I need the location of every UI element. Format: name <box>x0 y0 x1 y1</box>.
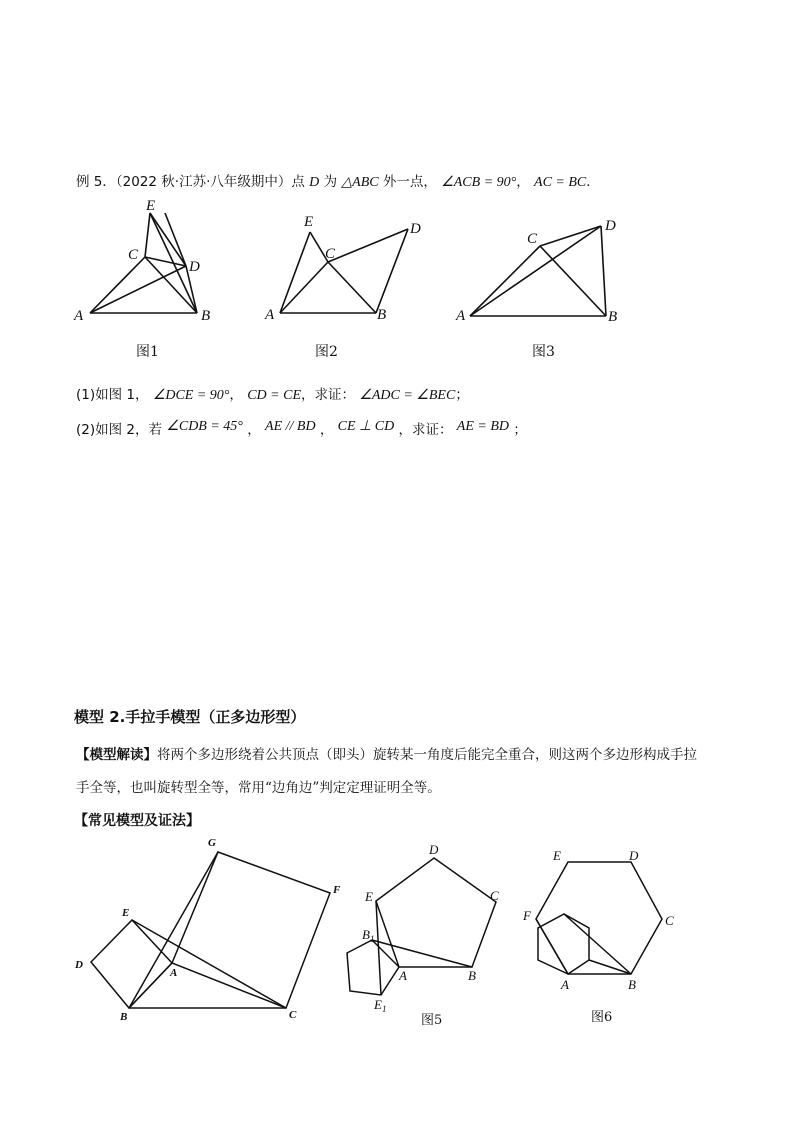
q2-sep2: ， <box>319 422 334 438</box>
fig2-label-a: A <box>265 307 275 323</box>
fig4-label-e: E <box>122 907 130 919</box>
fig5-label-b: B <box>468 968 476 983</box>
fig5-label-e: E <box>365 889 373 904</box>
fig5-label-d: D <box>429 842 439 857</box>
q2-cond2: AE // BD <box>265 419 316 434</box>
fig5-label-b1-sub: 1 <box>369 934 375 944</box>
fig5-label-c: C <box>490 888 499 903</box>
bottom-figures <box>60 830 700 1030</box>
model-interp-label: 【模型解读】 <box>76 747 157 763</box>
fig5-label-b1 <box>362 927 374 944</box>
fig4-label-f: F <box>333 884 341 896</box>
figure-1-lines <box>90 213 197 313</box>
question-1 <box>76 383 469 404</box>
fig4-label-b: B <box>120 1011 128 1023</box>
common-models-label: 【常见模型及证法】 <box>74 813 200 829</box>
example-sep: ， <box>516 174 530 190</box>
q2-sep1: ， <box>247 422 261 438</box>
fig4-label-a: A <box>170 967 178 979</box>
fig4-label-c: C <box>289 1009 297 1021</box>
fig1-label-d: D <box>189 259 200 275</box>
fig4-label-d: D <box>75 959 83 971</box>
fig6-label-d: D <box>629 848 639 863</box>
q1-mid: ，求证： <box>301 387 356 403</box>
fig4-label-g: G <box>208 837 216 849</box>
fig6-caption: 图6 <box>591 1010 613 1025</box>
fig2-caption: 图2 <box>315 344 338 360</box>
example-end: ． <box>586 174 600 190</box>
fig3-label-a: A <box>456 308 466 324</box>
example-mid1: 为 <box>323 174 338 190</box>
example-point: D <box>309 175 320 190</box>
example-mid2: 外一点， <box>382 174 437 190</box>
q2-goal: AE = BD <box>456 419 510 434</box>
q1-cond1: ∠DCE = 90° <box>152 388 230 403</box>
model-interp-line2: 手全等，也叫旋转型全等，常用“边角边”判定定理证明全等。 <box>76 780 441 796</box>
example-cond2: AC = BC <box>534 175 587 190</box>
example-prefix: 例 5．（2022 秋·江苏·八年级期中）点 <box>76 174 305 190</box>
fig1-label-a: A <box>74 308 84 324</box>
fig5-label-e1-sub: 1 <box>381 1004 387 1014</box>
q1-cond2: CD = CE <box>247 388 302 403</box>
q2-end: ； <box>513 422 527 438</box>
fig1-label-c: C <box>128 247 139 263</box>
fig3-caption: 图3 <box>532 344 555 360</box>
fig5-label-e1 <box>373 997 386 1014</box>
question-2 <box>76 418 527 439</box>
figure-3-lines <box>470 226 606 316</box>
fig6-label-f: F <box>523 908 531 923</box>
q1-prefix: (1)如图 1， <box>76 387 149 403</box>
fig6-label-a: A <box>561 977 569 992</box>
q2-prefix: (2)如图 2，若 <box>76 422 163 438</box>
fig3-label-c: C <box>527 231 538 247</box>
fig6-label-e: E <box>553 848 561 863</box>
figure-2-lines <box>280 229 408 313</box>
q1-end: ； <box>455 387 469 403</box>
model-interp-text1: 将两个多边形绕着公共顶点（即头）旋转某一角度后能完全重合，则这两个多边形构成手拉 <box>157 747 697 763</box>
top-figures <box>60 190 650 365</box>
example-triangle: △ABC <box>341 175 379 190</box>
fig6-label-c: C <box>665 913 674 928</box>
fig3-label-b: B <box>608 309 618 325</box>
q1-sep1: ， <box>229 387 243 403</box>
example-cond1: ∠ACB = 90° <box>441 175 517 190</box>
q2-cond3: CE ⊥ CD <box>337 419 395 434</box>
fig2-label-b: B <box>377 307 387 323</box>
fig5-caption: 图5 <box>421 1013 443 1028</box>
fig5-label-b1-letter: B <box>362 927 370 942</box>
model-interp-line1 <box>76 743 697 763</box>
model-heading: 模型 2.手拉手模型（正多边形型） <box>74 708 306 726</box>
fig2-label-e: E <box>304 214 314 230</box>
q1-goal: ∠ADC = ∠BEC <box>359 388 456 403</box>
fig1-label-b: B <box>201 308 211 324</box>
fig2-label-d: D <box>410 221 421 237</box>
fig5-label-a: A <box>399 968 407 983</box>
fig1-caption: 图1 <box>136 344 159 360</box>
fig3-label-d: D <box>605 218 616 234</box>
fig2-label-c: C <box>325 246 336 262</box>
example-line <box>76 170 600 191</box>
figure-4-lines <box>91 852 330 1008</box>
fig1-label-e: E <box>146 198 156 214</box>
q2-mid: ，求证： <box>398 422 453 438</box>
fig6-label-b: B <box>628 977 636 992</box>
q2-cond1: ∠CDB = 45° <box>166 419 243 434</box>
figure-6-lines <box>536 862 662 974</box>
fig5-label-e1-letter: E <box>374 997 382 1012</box>
